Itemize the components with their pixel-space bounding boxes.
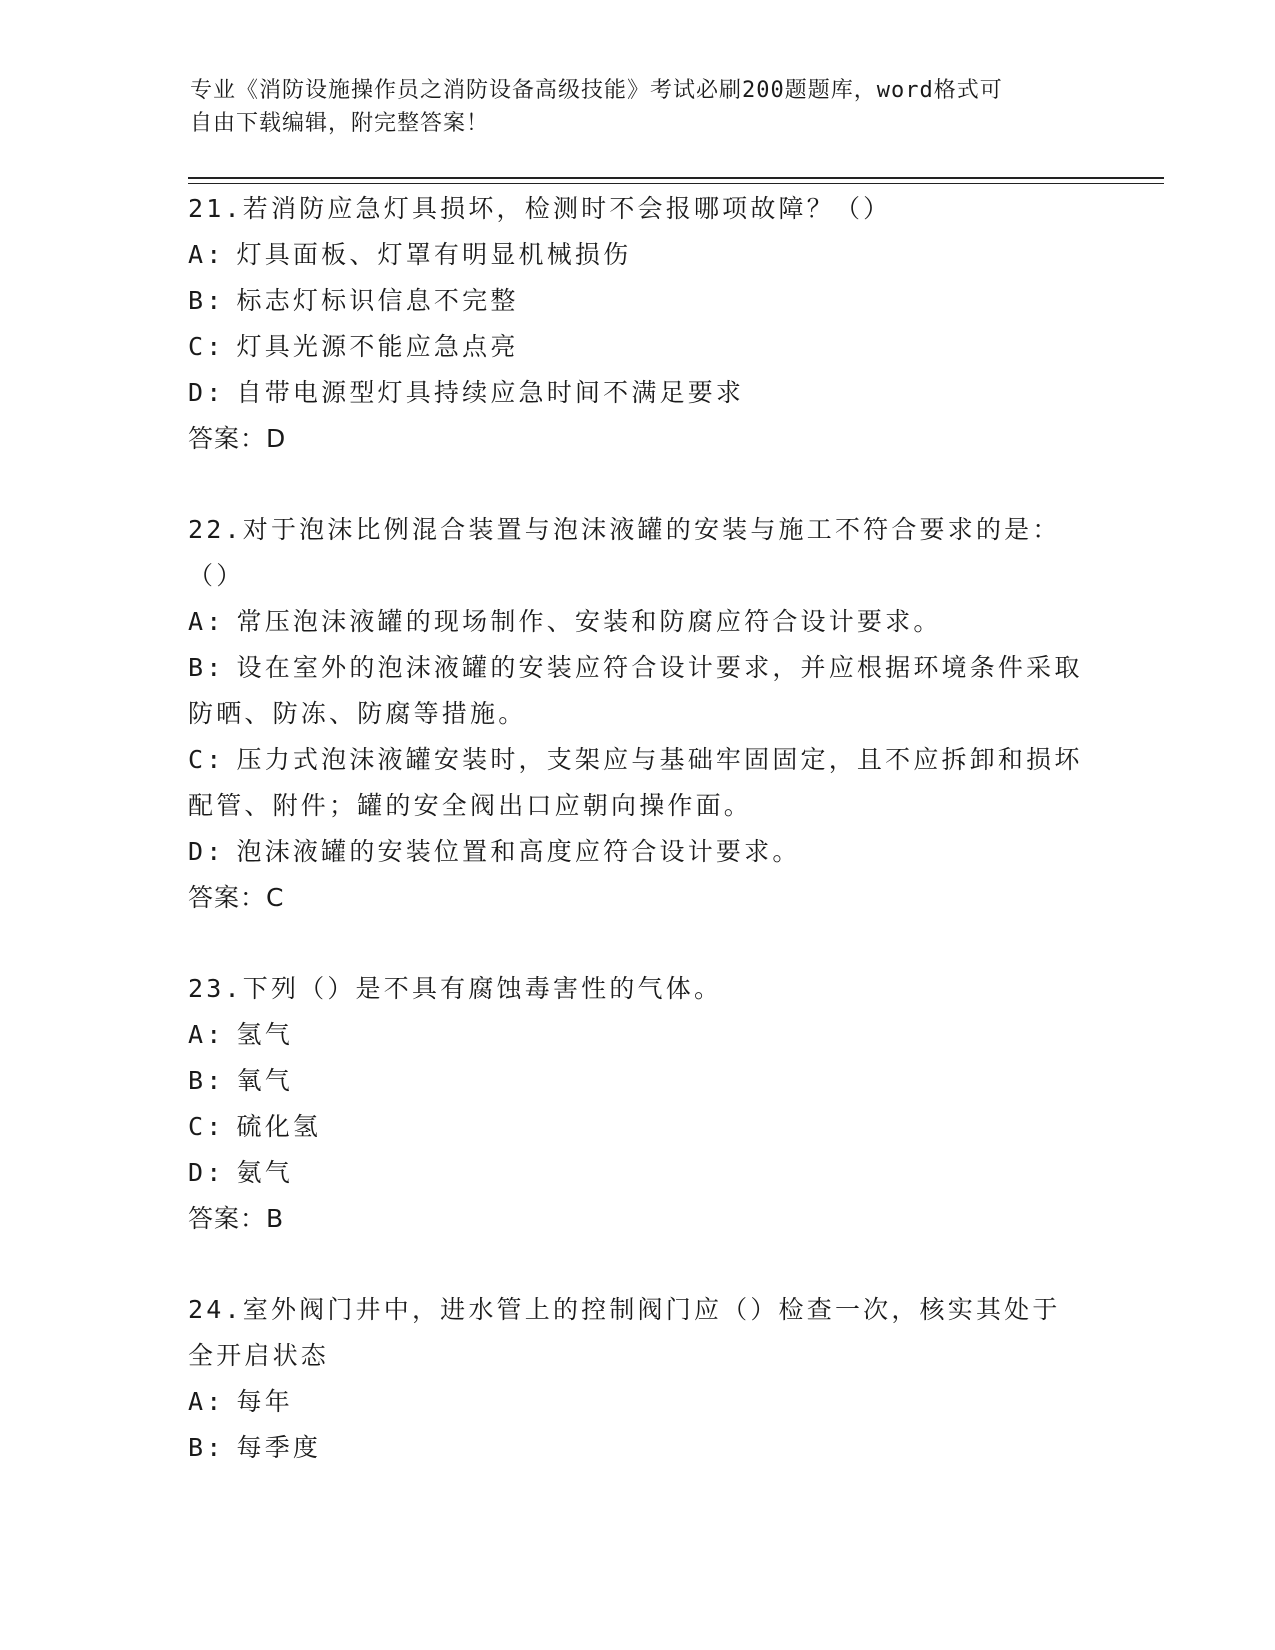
option-key: D: xyxy=(188,837,225,866)
option-key: A: xyxy=(188,240,225,269)
option-key: B: xyxy=(188,1066,225,1095)
option-a xyxy=(188,1012,1088,1058)
document-header xyxy=(190,74,1090,140)
option-text: 常压泡沫液罐的现场制作、安装和防腐应符合设计要求。 xyxy=(236,607,942,636)
answer: 答案：C xyxy=(188,883,285,912)
answer: 答案：D xyxy=(188,424,287,453)
option-key: A: xyxy=(188,1387,225,1416)
option-text: 设在室外的泡沫液罐的安装应符合设计要求，并应根据环境条件采取防晒、防冻、防腐等措施。 xyxy=(188,653,1083,728)
question-21 xyxy=(188,186,1088,462)
option-key: B: xyxy=(188,286,225,315)
question-23 xyxy=(188,966,1088,1242)
header-divider-bottom xyxy=(188,183,1164,184)
option-key: D: xyxy=(188,378,225,407)
question-stem: 23.下列（）是不具有腐蚀毒害性的气体。 xyxy=(188,974,723,1003)
option-text: 氧气 xyxy=(236,1066,293,1095)
option-text: 自带电源型灯具持续应急时间不满足要求 xyxy=(236,378,745,407)
option-text: 压力式泡沫液罐安装时，支架应与基础牢固固定，且不应拆卸和损坏配管、附件；罐的安全阀出口应朝向操作面。 xyxy=(188,745,1083,820)
option-text: 每季度 xyxy=(236,1433,322,1462)
question-stem: 21.若消防应急灯具损坏，检测时不会报哪项故障？（） xyxy=(188,194,892,223)
option-b xyxy=(188,278,1088,324)
option-key: B: xyxy=(188,1433,225,1462)
option-key: D: xyxy=(188,1158,225,1187)
question-24 xyxy=(188,1287,1088,1471)
option-text: 灯具光源不能应急点亮 xyxy=(236,332,519,361)
option-key: B: xyxy=(188,653,225,682)
option-key: C: xyxy=(188,745,225,774)
option-text: 灯具面板、灯罩有明显机械损伤 xyxy=(236,240,632,269)
option-text: 标志灯标识信息不完整 xyxy=(236,286,519,315)
option-text: 氢气 xyxy=(236,1020,293,1049)
header-line-1: 专业《消防设施操作员之消防设备高级技能》考试必刷200题题库，word格式可 xyxy=(190,78,1003,103)
option-c xyxy=(188,1104,1088,1150)
question-stem: 22.对于泡沫比例混合装置与泡沫液罐的安装与施工不符合要求的是：（） xyxy=(188,515,1061,590)
option-d xyxy=(188,370,1088,416)
question-stem: 24.室外阀门井中，进水管上的控制阀门应（）检查一次，核实其处于全开启状态 xyxy=(188,1295,1061,1370)
option-b xyxy=(188,645,1088,737)
option-text: 泡沫液罐的安装位置和高度应符合设计要求。 xyxy=(236,837,801,866)
option-d xyxy=(188,829,1088,875)
option-text: 硫化氢 xyxy=(236,1112,322,1141)
option-text: 氨气 xyxy=(236,1158,293,1187)
question-list xyxy=(188,186,1088,1516)
option-a xyxy=(188,232,1088,278)
option-text: 每年 xyxy=(236,1387,293,1416)
option-key: A: xyxy=(188,607,225,636)
option-d xyxy=(188,1150,1088,1196)
option-key: C: xyxy=(188,332,225,361)
option-key: A: xyxy=(188,1020,225,1049)
option-b xyxy=(188,1058,1088,1104)
option-a xyxy=(188,599,1088,645)
option-c xyxy=(188,324,1088,370)
header-divider-top xyxy=(188,177,1164,179)
option-key: C: xyxy=(188,1112,225,1141)
option-c xyxy=(188,737,1088,829)
option-a xyxy=(188,1379,1088,1425)
header-line-2: 自由下载编辑，附完整答案！ xyxy=(190,111,490,136)
option-b xyxy=(188,1425,1088,1471)
question-22 xyxy=(188,507,1088,921)
answer: 答案：B xyxy=(188,1204,285,1233)
